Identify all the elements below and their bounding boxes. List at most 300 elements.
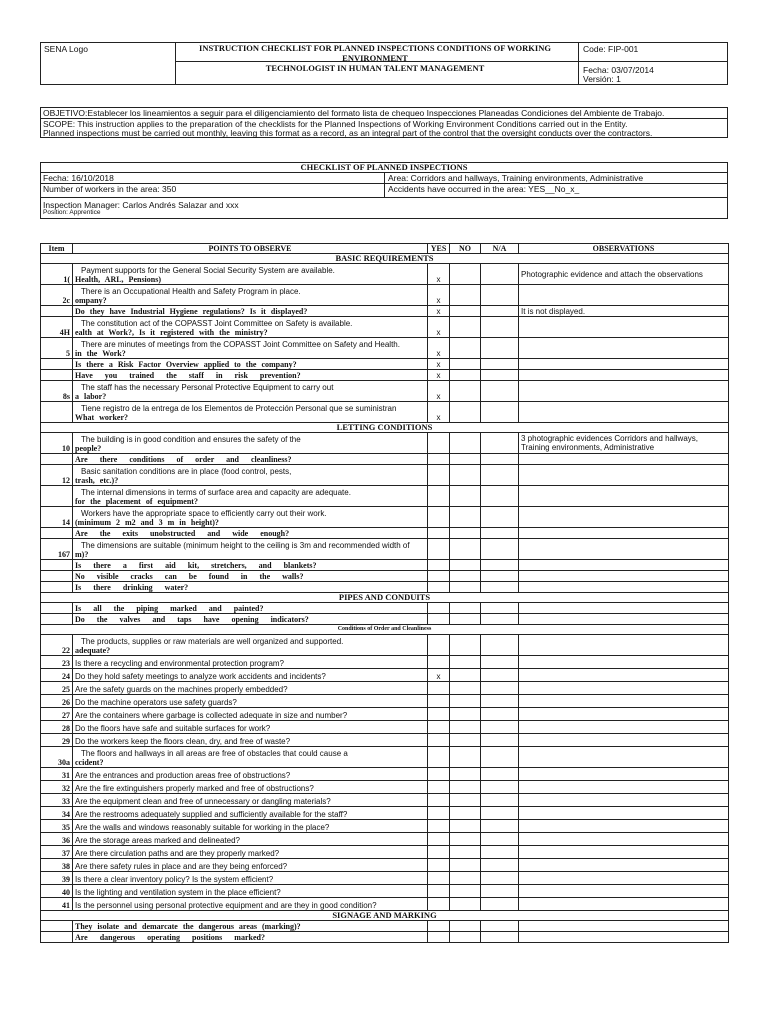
no-checkbox[interactable]	[450, 370, 481, 381]
no-checkbox[interactable]	[450, 539, 481, 560]
yes-checkbox[interactable]: x	[428, 381, 450, 402]
no-checkbox[interactable]	[450, 454, 481, 465]
na-checkbox[interactable]	[481, 264, 519, 285]
item-number	[41, 560, 73, 571]
na-checkbox[interactable]	[481, 582, 519, 593]
no-checkbox[interactable]	[450, 807, 481, 820]
point-text: Is there a recycling and environmental protection program?	[75, 659, 284, 668]
table-row	[41, 614, 729, 625]
table-row	[41, 820, 729, 833]
point-to-observe	[73, 359, 428, 370]
yes-checkbox[interactable]	[428, 571, 450, 582]
na-checkbox[interactable]	[481, 359, 519, 370]
na-checkbox[interactable]	[481, 833, 519, 846]
point-text: Workers have the appropriate space to efficiently carry out their work.	[81, 509, 327, 518]
point-to-observe	[73, 465, 428, 486]
na-checkbox[interactable]	[481, 433, 519, 454]
na-checkbox[interactable]	[481, 338, 519, 359]
observation-field[interactable]	[519, 560, 729, 571]
table-row	[41, 794, 729, 807]
observation-field[interactable]	[519, 582, 729, 593]
no-checkbox[interactable]	[450, 747, 481, 768]
na-checkbox[interactable]	[481, 846, 519, 859]
no-checkbox[interactable]	[450, 932, 481, 943]
observation-field[interactable]	[519, 317, 729, 338]
table-row	[41, 635, 729, 656]
yes-checkbox[interactable]	[428, 507, 450, 528]
no-checkbox[interactable]	[450, 898, 481, 911]
table-row	[41, 656, 729, 669]
na-checkbox[interactable]	[481, 820, 519, 833]
document-code: Code: FIP-001	[583, 44, 639, 54]
item-number: 27	[41, 708, 73, 721]
yes-checkbox[interactable]	[428, 695, 450, 708]
yes-checkbox[interactable]	[428, 885, 450, 898]
yes-checkbox[interactable]	[428, 539, 450, 560]
table-row	[41, 317, 729, 338]
na-checkbox[interactable]	[481, 603, 519, 614]
na-checkbox[interactable]	[481, 486, 519, 507]
subsection-header-row	[41, 625, 729, 635]
point-text-continued: for the placement of equipment?	[75, 497, 198, 506]
no-checkbox[interactable]	[450, 872, 481, 885]
point-text-continued: ealth at Work?, Is it registered with the ministry?	[75, 328, 268, 337]
observation-field[interactable]	[519, 656, 729, 669]
objective-text: OBJETIVO:Establecer los lineamientos a seguir para el diligenciamiento del formato lista de chequeo Inspecciones Planeadas Condiciones del Ambiente de Trabajo.	[43, 108, 665, 118]
observation-field[interactable]	[519, 528, 729, 539]
table-row	[41, 932, 729, 943]
point-to-observe	[73, 768, 428, 781]
yes-checkbox[interactable]	[428, 682, 450, 695]
item-number	[41, 571, 73, 582]
observation-field[interactable]	[519, 768, 729, 781]
no-checkbox[interactable]	[450, 359, 481, 370]
table-row	[41, 528, 729, 539]
no-checkbox[interactable]	[450, 859, 481, 872]
no-checkbox[interactable]	[450, 264, 481, 285]
point-to-observe	[73, 486, 428, 507]
na-checkbox[interactable]	[481, 682, 519, 695]
item-number	[41, 582, 73, 593]
item-number: 1(	[41, 264, 73, 285]
yes-checkbox[interactable]: x	[428, 370, 450, 381]
section-header-row	[41, 593, 729, 603]
yes-checkbox[interactable]	[428, 454, 450, 465]
observation-field[interactable]	[519, 721, 729, 734]
no-checkbox[interactable]	[450, 682, 481, 695]
na-checkbox[interactable]	[481, 635, 519, 656]
yes-checkbox[interactable]	[428, 846, 450, 859]
table-row	[41, 747, 729, 768]
yes-checkbox[interactable]	[428, 768, 450, 781]
point-to-observe	[73, 708, 428, 721]
table-row	[41, 807, 729, 820]
header-yes: YES	[428, 244, 450, 254]
na-checkbox[interactable]	[481, 921, 519, 932]
no-checkbox[interactable]	[450, 820, 481, 833]
yes-checkbox[interactable]: x	[428, 317, 450, 338]
table-row	[41, 669, 729, 682]
na-checkbox[interactable]	[481, 381, 519, 402]
point-to-observe	[73, 921, 428, 932]
header-no: NO	[450, 244, 481, 254]
na-checkbox[interactable]	[481, 507, 519, 528]
yes-checkbox[interactable]: x	[428, 285, 450, 306]
no-checkbox[interactable]	[450, 560, 481, 571]
point-text: The building is in good condition and ensures the safety of the	[81, 435, 301, 444]
observation-field[interactable]	[519, 781, 729, 794]
item-number: 25	[41, 682, 73, 695]
no-checkbox[interactable]	[450, 669, 481, 682]
table-row	[41, 582, 729, 593]
yes-checkbox[interactable]	[428, 560, 450, 571]
no-checkbox[interactable]	[450, 465, 481, 486]
na-checkbox[interactable]	[481, 708, 519, 721]
no-checkbox[interactable]	[450, 721, 481, 734]
observation-field[interactable]	[519, 359, 729, 370]
point-to-observe	[73, 781, 428, 794]
point-text: Is there a Risk Factor Overview applied to the company?	[75, 360, 297, 369]
point-to-observe	[73, 695, 428, 708]
no-checkbox[interactable]	[450, 635, 481, 656]
no-checkbox[interactable]	[450, 528, 481, 539]
no-checkbox[interactable]	[450, 833, 481, 846]
observation-field[interactable]	[519, 932, 729, 943]
yes-checkbox[interactable]	[428, 582, 450, 593]
observation-field[interactable]: Photographic evidence and attach the observations	[519, 264, 729, 285]
observation-field[interactable]	[519, 682, 729, 695]
yes-checkbox[interactable]	[428, 833, 450, 846]
item-number	[41, 402, 73, 423]
point-text: Are the safety guards on the machines properly embedded?	[75, 685, 288, 694]
no-checkbox[interactable]	[450, 768, 481, 781]
no-checkbox[interactable]	[450, 614, 481, 625]
na-checkbox[interactable]	[481, 370, 519, 381]
point-to-observe	[73, 402, 428, 423]
header-na: N/A	[481, 244, 519, 254]
no-checkbox[interactable]	[450, 582, 481, 593]
na-checkbox[interactable]	[481, 781, 519, 794]
yes-checkbox[interactable]	[428, 820, 450, 833]
point-text: The dimensions are suitable (minimum height to the ceiling is 3m and recommended width of	[81, 541, 410, 550]
no-checkbox[interactable]	[450, 433, 481, 454]
yes-checkbox[interactable]	[428, 898, 450, 911]
point-text: Have you trained the staff in risk prevention?	[75, 371, 301, 380]
na-checkbox[interactable]	[481, 794, 519, 807]
observation-field[interactable]	[519, 614, 729, 625]
section-header-row	[41, 423, 729, 433]
point-to-observe	[73, 370, 428, 381]
na-checkbox[interactable]	[481, 317, 519, 338]
na-checkbox[interactable]	[481, 528, 519, 539]
observation-field[interactable]	[519, 285, 729, 306]
item-number: 38	[41, 859, 73, 872]
point-text: Payment supports for the General Social Security System are available.	[81, 266, 335, 275]
observation-field[interactable]	[519, 635, 729, 656]
yes-checkbox[interactable]	[428, 807, 450, 820]
no-checkbox[interactable]	[450, 885, 481, 898]
na-checkbox[interactable]	[481, 539, 519, 560]
na-checkbox[interactable]	[481, 807, 519, 820]
point-text: Do they have Industrial Hygiene regulations? Is it displayed?	[75, 307, 308, 316]
no-checkbox[interactable]	[450, 846, 481, 859]
observation-field[interactable]	[519, 708, 729, 721]
point-to-observe	[73, 794, 428, 807]
observation-field[interactable]	[519, 885, 729, 898]
item-number: 32	[41, 781, 73, 794]
point-text-continued: ccident?	[75, 758, 104, 767]
point-to-observe	[73, 306, 428, 317]
yes-checkbox[interactable]: x	[428, 264, 450, 285]
no-checkbox[interactable]	[450, 402, 481, 423]
observation-field[interactable]	[519, 381, 729, 402]
yes-checkbox[interactable]	[428, 932, 450, 943]
no-checkbox[interactable]	[450, 794, 481, 807]
no-checkbox[interactable]	[450, 734, 481, 747]
point-text: Is there a first aid kit, stretchers, and blankets?	[75, 561, 317, 570]
section-title: BASIC REQUIREMENTS	[41, 254, 729, 264]
item-number: 33	[41, 794, 73, 807]
item-number	[41, 486, 73, 507]
observation-field[interactable]	[519, 833, 729, 846]
point-text: The staff has the necessary Personal Protective Equipment to carry out	[81, 383, 334, 392]
na-checkbox[interactable]	[481, 571, 519, 582]
observation-field[interactable]	[519, 807, 729, 820]
point-to-observe	[73, 859, 428, 872]
item-number: 12	[41, 465, 73, 486]
section-header-row	[41, 254, 729, 264]
table-row	[41, 285, 729, 306]
point-text: Are the entrances and production areas free of obstructions?	[75, 771, 291, 780]
item-number: 31	[41, 768, 73, 781]
yes-checkbox[interactable]	[428, 721, 450, 734]
observation-field[interactable]	[519, 898, 729, 911]
point-text: Do they hold safety meetings to analyze work accidents and incidents?	[75, 672, 326, 681]
observation-field[interactable]	[519, 402, 729, 423]
table-row	[41, 708, 729, 721]
no-checkbox[interactable]	[450, 381, 481, 402]
item-number: 14	[41, 507, 73, 528]
item-number: 29	[41, 734, 73, 747]
table-row	[41, 872, 729, 885]
item-number: 34	[41, 807, 73, 820]
na-checkbox[interactable]	[481, 768, 519, 781]
observation-field[interactable]: 3 photographic evidences Corridors and hallways, Training environments, Administrative	[519, 433, 729, 454]
point-to-observe	[73, 721, 428, 734]
observation-field[interactable]	[519, 794, 729, 807]
item-number	[41, 614, 73, 625]
point-text: Are dangerous operating positions marked?	[75, 933, 265, 942]
observation-field[interactable]	[519, 571, 729, 582]
item-number: 5	[41, 338, 73, 359]
table-row	[41, 721, 729, 734]
observation-field[interactable]	[519, 465, 729, 486]
inspection-date: Fecha: 16/10/2018	[43, 173, 114, 183]
observation-field[interactable]	[519, 539, 729, 560]
na-checkbox[interactable]	[481, 932, 519, 943]
observation-field[interactable]	[519, 454, 729, 465]
yes-checkbox[interactable]: x	[428, 402, 450, 423]
na-checkbox[interactable]	[481, 747, 519, 768]
no-checkbox[interactable]	[450, 708, 481, 721]
yes-checkbox[interactable]	[428, 872, 450, 885]
point-text: The floors and hallways in all areas are free of obstacles that could cause a	[81, 749, 348, 758]
yes-checkbox[interactable]	[428, 635, 450, 656]
no-checkbox[interactable]	[450, 571, 481, 582]
point-text: Basic sanitation conditions are in place (food control, pests,	[81, 467, 292, 476]
checklist-title: CHECKLIST OF PLANNED INSPECTIONS	[300, 162, 468, 172]
point-to-observe	[73, 264, 428, 285]
observation-field[interactable]	[519, 846, 729, 859]
na-checkbox[interactable]	[481, 669, 519, 682]
yes-checkbox[interactable]: x	[428, 338, 450, 359]
item-number: 4H	[41, 317, 73, 338]
point-text: Do the valves and taps have opening indicators?	[75, 615, 309, 624]
table-row	[41, 465, 729, 486]
point-to-observe	[73, 656, 428, 669]
observation-field[interactable]	[519, 669, 729, 682]
yes-checkbox[interactable]: x	[428, 306, 450, 317]
point-text: Are the fire extinguishers properly marked and free of obstructions?	[75, 784, 314, 793]
yes-checkbox[interactable]	[428, 603, 450, 614]
point-text: No visible cracks can be found in the walls?	[75, 572, 304, 581]
table-row	[41, 921, 729, 932]
yes-checkbox[interactable]: x	[428, 669, 450, 682]
yes-checkbox[interactable]	[428, 708, 450, 721]
no-checkbox[interactable]	[450, 695, 481, 708]
na-checkbox[interactable]	[481, 872, 519, 885]
observation-field[interactable]	[519, 507, 729, 528]
observation-field[interactable]	[519, 370, 729, 381]
point-to-observe	[73, 682, 428, 695]
point-to-observe	[73, 528, 428, 539]
na-checkbox[interactable]	[481, 885, 519, 898]
item-number: 30a	[41, 747, 73, 768]
item-number	[41, 454, 73, 465]
observation-field[interactable]	[519, 486, 729, 507]
observation-field[interactable]	[519, 603, 729, 614]
yes-checkbox[interactable]	[428, 921, 450, 932]
no-checkbox[interactable]	[450, 306, 481, 317]
point-to-observe	[73, 560, 428, 571]
table-row	[41, 539, 729, 560]
point-to-observe	[73, 433, 428, 454]
scope-text: SCOPE: This instruction applies to the preparation of the checklists for the Planned Inspections of Working Environment Conditions carried out in the Entity.	[43, 119, 628, 129]
yes-checkbox[interactable]	[428, 781, 450, 794]
observation-field[interactable]	[519, 820, 729, 833]
na-checkbox[interactable]	[481, 695, 519, 708]
no-checkbox[interactable]	[450, 486, 481, 507]
table-row	[41, 486, 729, 507]
observation-field[interactable]	[519, 338, 729, 359]
na-checkbox[interactable]	[481, 454, 519, 465]
na-checkbox[interactable]	[481, 285, 519, 306]
na-checkbox[interactable]	[481, 656, 519, 669]
observation-field[interactable]	[519, 872, 729, 885]
table-row	[41, 560, 729, 571]
logo-placeholder: SENA Logo	[44, 44, 88, 54]
no-checkbox[interactable]	[450, 921, 481, 932]
observation-field[interactable]	[519, 734, 729, 747]
section-header-row	[41, 911, 729, 921]
no-checkbox[interactable]	[450, 285, 481, 306]
yes-checkbox[interactable]	[428, 656, 450, 669]
observation-field[interactable]	[519, 695, 729, 708]
point-to-observe	[73, 539, 428, 560]
point-text: Are there conditions of order and cleanliness?	[75, 455, 292, 464]
point-text: Do the workers keep the floors clean, dry, and free of waste?	[75, 737, 291, 746]
observation-field[interactable]	[519, 747, 729, 768]
no-checkbox[interactable]	[450, 507, 481, 528]
observation-field[interactable]	[519, 921, 729, 932]
header-observations: OBSERVATIONS	[519, 244, 729, 254]
yes-checkbox[interactable]	[428, 794, 450, 807]
yes-checkbox[interactable]	[428, 433, 450, 454]
na-checkbox[interactable]	[481, 306, 519, 317]
table-row	[41, 833, 729, 846]
table-row	[41, 682, 729, 695]
point-text: Is the personnel using personal protective equipment and are they in good condition?	[75, 901, 377, 910]
na-checkbox[interactable]	[481, 734, 519, 747]
na-checkbox[interactable]	[481, 560, 519, 571]
yes-checkbox[interactable]	[428, 859, 450, 872]
na-checkbox[interactable]	[481, 614, 519, 625]
point-text: They isolate and demarcate the dangerous areas (marking)?	[75, 922, 301, 931]
point-text: Are the restrooms adequately supplied and sufficiently available for the staff?	[75, 810, 348, 819]
yes-checkbox[interactable]	[428, 614, 450, 625]
point-to-observe	[73, 734, 428, 747]
section-title: SIGNAGE AND MARKING	[41, 911, 729, 921]
point-text: There is an Occupational Health and Safety Program in place.	[81, 287, 301, 296]
no-checkbox[interactable]	[450, 603, 481, 614]
point-text: Do the floors have safe and suitable surfaces for work?	[75, 724, 271, 733]
point-to-observe	[73, 872, 428, 885]
yes-checkbox[interactable]	[428, 486, 450, 507]
point-text: Are the equipment clean and free of unnecessary or dangling materials?	[75, 797, 331, 806]
point-text: There are minutes of meetings from the COPASST Joint Committee on Safety and Health.	[81, 340, 400, 349]
yes-checkbox[interactable]	[428, 747, 450, 768]
na-checkbox[interactable]	[481, 898, 519, 911]
na-checkbox[interactable]	[481, 859, 519, 872]
na-checkbox[interactable]	[481, 465, 519, 486]
accidents-status: Accidents have occurred in the area: YES__No_x_	[388, 184, 580, 194]
point-text: Are the containers where garbage is collected adequate in size and number?	[75, 711, 348, 720]
no-checkbox[interactable]	[450, 317, 481, 338]
observation-field[interactable]	[519, 859, 729, 872]
yes-checkbox[interactable]: x	[428, 359, 450, 370]
yes-checkbox[interactable]	[428, 528, 450, 539]
point-text: The constitution act of the COPASST Joint Committee on Safety is available.	[81, 319, 353, 328]
item-number: 37	[41, 846, 73, 859]
point-text: Do the machine operators use safety guards?	[75, 698, 237, 707]
no-checkbox[interactable]	[450, 781, 481, 794]
point-to-observe	[73, 898, 428, 911]
no-checkbox[interactable]	[450, 338, 481, 359]
frequency-text: Planned inspections must be carried out monthly, leaving this format as a record, as an integral part of the control that the oversight conducts over the contractors.	[43, 128, 653, 138]
no-checkbox[interactable]	[450, 656, 481, 669]
item-number	[41, 528, 73, 539]
na-checkbox[interactable]	[481, 721, 519, 734]
na-checkbox[interactable]	[481, 402, 519, 423]
yes-checkbox[interactable]	[428, 734, 450, 747]
yes-checkbox[interactable]	[428, 465, 450, 486]
observation-field[interactable]: It is not displayed.	[519, 306, 729, 317]
table-row	[41, 734, 729, 747]
point-to-observe	[73, 603, 428, 614]
point-text-continued: a labor?	[75, 392, 107, 401]
item-number: 28	[41, 721, 73, 734]
table-row	[41, 402, 729, 423]
